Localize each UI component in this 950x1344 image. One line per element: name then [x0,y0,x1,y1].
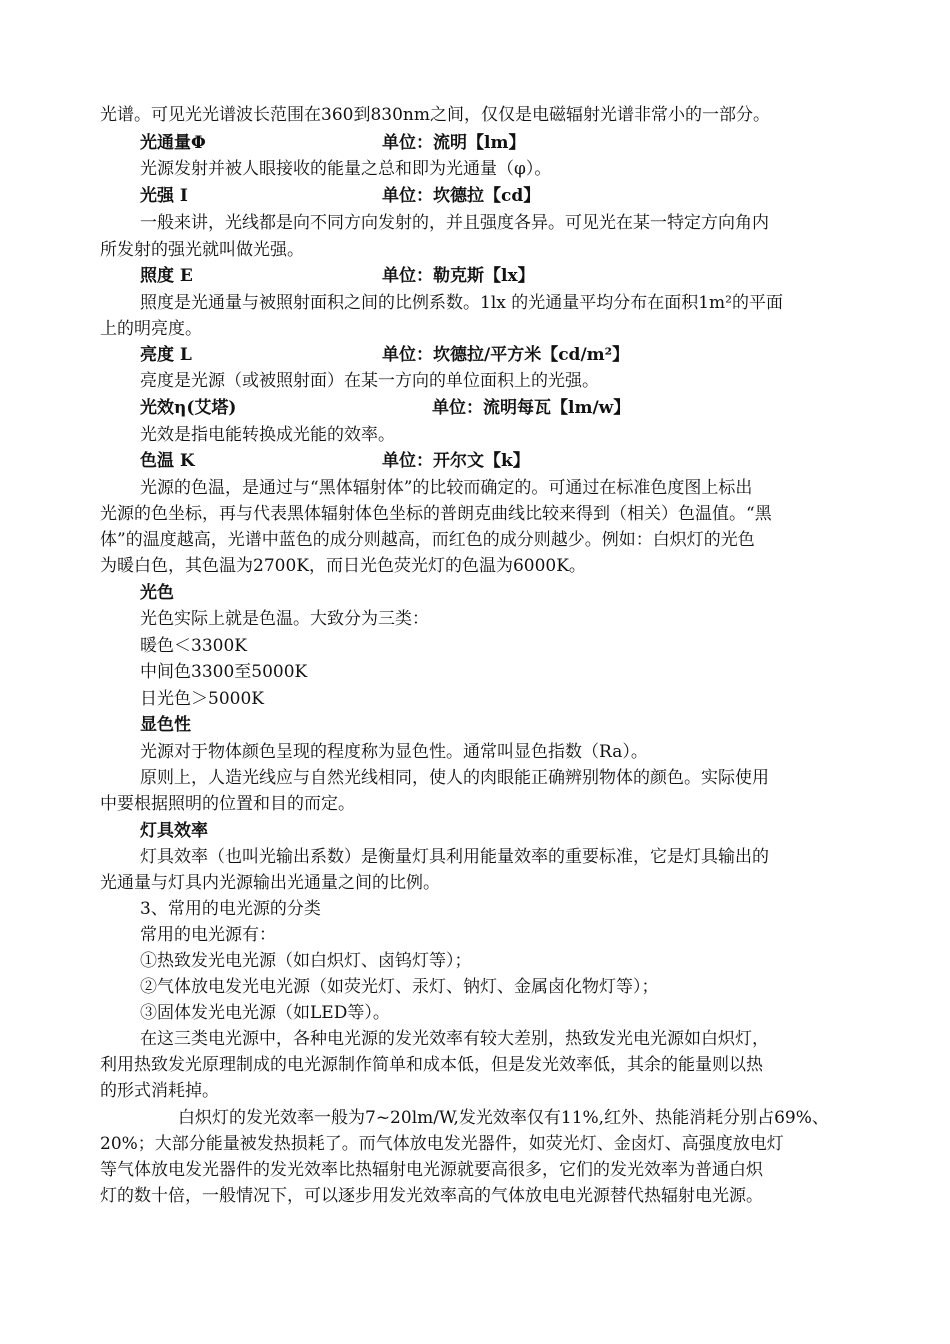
term-heading-luminance [140,341,630,369]
paragraph-line: 上的明亮度。 [100,319,202,339]
term-name: 亮度 L [140,345,192,365]
list-item: ①热致发光电光源（如白炽灯、卤钨灯等）； [140,951,472,971]
paragraph-line: 的形式消耗掉。 [100,1081,219,1101]
term-heading-color-temperature [140,447,530,475]
term-heading-luminous-intensity [140,182,541,210]
section-heading: 3、常用的电光源的分类 [140,899,321,919]
paragraph-line: 中要根据照明的位置和目的而定。 [100,794,355,814]
paragraph-line: 一般来讲，光线都是向不同方向发射的，并且强度各异。可见光在某一特定方向角内 [140,213,769,233]
paragraph-line: 光效是指电能转换成光能的效率。 [140,425,395,445]
paragraph-line: 光源对于物体颜色呈现的程度称为显色性。通常叫显色指数（Ra）。 [140,742,648,762]
paragraph-line: 白炽灯的发光效率一般为7~20lm/W,发光效率仅有11%,红外、热能消耗分别占69%、 [178,1108,829,1128]
list-item: 中间色3300至5000K [140,662,308,682]
paragraph-line: 20%；大部分能量被发热损耗了。而气体放电发光器件，如荧光灯、金卤灯、高强度放电灯 [100,1134,784,1154]
term-heading-luminous-flux [140,129,526,157]
term-name: 照度 E [140,266,193,286]
list-item: 日光色＞5000K [140,689,264,709]
list-item: 暖色＜3300K [140,636,247,656]
list-item: ③固体发光电光源（如LED等）。 [140,1003,390,1023]
paragraph-line: 光通量与灯具内光源输出光通量之间的比例。 [100,873,440,893]
term-name: 光强 I [140,186,188,206]
paragraph-line: 体”的温度越高，光谱中蓝色的成分则越高，而红色的成分则越少。例如：白炽灯的光色 [100,530,755,550]
paragraph-line: 光源的色坐标，再与代表黑体辐射体色坐标的普朗克曲线比较来得到（相关）色温值。“黑 [100,504,772,524]
term-unit: 单位：勒克斯【lx】 [382,266,535,286]
term-heading-color-rendering: 显色性 [140,715,191,735]
term-name: 色温 K [140,451,195,471]
paragraph-line: 原则上，人造光线应与自然光线相同，使人的肉眼能正确辨别物体的颜色。实际使用 [140,768,769,788]
term-name: 光效η(艾塔) [140,398,237,418]
term-unit: 单位：流明每瓦【lm/w】 [432,398,631,418]
paragraph-line: 照度是光通量与被照射面积之间的比例系数。1lx 的光通量平均分布在面积1m²的平面 [140,293,783,313]
paragraph-line: 灯具效率（也叫光输出系数）是衡量灯具利用能量效率的重要标准，它是灯具输出的 [140,847,769,867]
term-unit: 单位：坎德拉/平方米【cd/m²】 [382,345,630,365]
list-item: ②气体放电发光电光源（如荧光灯、汞灯、钠灯、金属卤化物灯等）； [140,977,659,997]
term-unit: 单位：流明【lm】 [382,133,526,153]
paragraph-line: 为暖白色，其色温为2700K，而日光色荧光灯的色温为6000K。 [100,556,586,576]
paragraph-line: 光源发射并被人眼接收的能量之总和即为光通量（φ）。 [140,159,552,179]
paragraph-line: 光源的色温，是通过与“黑体辐射体”的比较而确定的。可通过在标准色度图上标出 [140,478,753,498]
paragraph-line: 光谱。可见光光谱波长范围在360到830nm之间，仅仅是电磁辐射光谱非常小的一部分。 [100,105,770,125]
term-unit: 单位：开尔文【k】 [382,451,530,471]
paragraph-line: 所发射的强光就叫做光强。 [100,240,304,260]
paragraph-line: 光色实际上就是色温。大致分为三类： [140,609,429,629]
paragraph-line: 亮度是光源（或被照射面）在某一方向的单位面积上的光强。 [140,371,599,391]
paragraph-line: 在这三类电光源中，各种电光源的发光效率有较大差别，热致发光电光源如白炽灯， [140,1029,769,1049]
term-heading-illuminance [140,262,535,290]
paragraph-line: 等气体放电发光器件的发光效率比热辐射电光源就要高很多，它们的发光效率为普通白炽 [100,1160,763,1180]
paragraph-line: 灯的数十倍，一般情况下，可以逐步用发光效率高的气体放电电光源替代热辐射电光源。 [100,1186,763,1206]
paragraph-line: 常用的电光源有： [140,925,276,945]
term-heading-luminous-efficacy [140,394,631,422]
term-name: 光通量Φ [140,133,206,153]
term-heading-luminaire-efficiency: 灯具效率 [140,821,208,841]
term-unit: 单位：坎德拉【cd】 [382,186,541,206]
term-heading-light-color: 光色 [140,583,174,603]
paragraph-line: 利用热致发光原理制成的电光源制作简单和成本低，但是发光效率低，其余的能量则以热 [100,1055,763,1075]
